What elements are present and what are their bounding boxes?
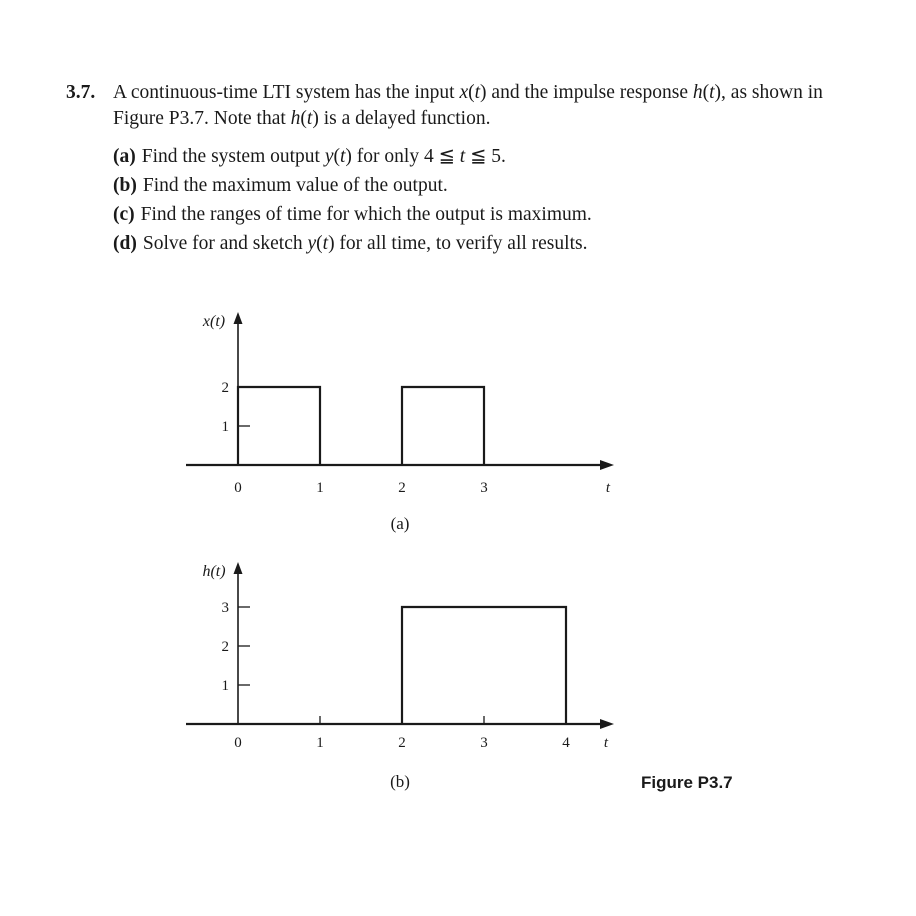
statement-text: t bbox=[306, 108, 313, 129]
x-axis-arrow-icon bbox=[600, 460, 614, 470]
part-text: ) for all time, to verify all results. bbox=[328, 233, 588, 254]
part-text: t bbox=[340, 146, 346, 167]
statement-text: t bbox=[709, 82, 715, 103]
part-text: Find the ranges of time for which the output is maximum. bbox=[140, 204, 592, 225]
y-tick-label: 2 bbox=[221, 639, 229, 655]
part-label: (c) bbox=[113, 204, 135, 225]
x-tick-label: 1 bbox=[316, 480, 324, 496]
part-text: ( bbox=[333, 146, 340, 167]
y-tick-label: 1 bbox=[221, 419, 229, 435]
statement-text: A continuous-time LTI system has the input bbox=[113, 82, 460, 103]
statement-text: t bbox=[474, 82, 481, 103]
x-tick-label: 2 bbox=[398, 480, 406, 496]
x-tick-label: 0 bbox=[234, 480, 242, 496]
part-text: ( bbox=[316, 233, 323, 254]
statement-text: ), as shown in Figure P3.7. Note that bbox=[113, 82, 823, 129]
statement-text: ) and the impulse response bbox=[480, 82, 693, 103]
y-tick-label: 3 bbox=[221, 600, 229, 616]
x-tick-label: 4 bbox=[562, 735, 570, 751]
part-text: t bbox=[322, 233, 329, 254]
statement-text: h bbox=[290, 108, 301, 129]
x-tick-label: 3 bbox=[480, 735, 488, 751]
pulse-segment bbox=[238, 387, 320, 465]
x-tick-label: 1 bbox=[316, 735, 324, 751]
part-text: t bbox=[459, 146, 466, 167]
part-label: (b) bbox=[113, 175, 137, 196]
part-label: (d) bbox=[113, 233, 137, 254]
statement-text: x bbox=[459, 82, 469, 103]
y-tick-label: 2 bbox=[221, 380, 229, 396]
x-axis-arrow-icon bbox=[600, 719, 614, 729]
part-text: Solve for and sketch bbox=[142, 233, 308, 254]
statement-text: ) is a delayed function. bbox=[312, 108, 491, 129]
x-tick-label: 3 bbox=[480, 480, 488, 496]
part-label: (a) bbox=[113, 146, 136, 167]
part-text: ) for only 4 ≦ bbox=[345, 146, 460, 167]
statement-text: h bbox=[692, 82, 703, 103]
x-axis-label: t bbox=[603, 735, 609, 751]
subfigure-caption: (a) bbox=[390, 514, 410, 533]
statement-text: ( bbox=[300, 108, 307, 129]
figure-label: Figure P3.7 bbox=[641, 773, 733, 792]
pulse-segment bbox=[402, 387, 484, 465]
part-text: Find the maximum value of the output. bbox=[142, 175, 448, 196]
y-axis-label: h(t) bbox=[202, 563, 226, 580]
part-text: y bbox=[307, 233, 317, 254]
part-text: ≦ 5. bbox=[465, 146, 506, 167]
statement-text: ( bbox=[702, 82, 710, 103]
problem-number: 3.7. bbox=[66, 82, 96, 103]
y-axis-arrow-icon bbox=[234, 562, 243, 574]
part-text: Find the system output bbox=[141, 146, 325, 167]
y-axis-arrow-icon bbox=[234, 312, 243, 324]
x-axis-label: t bbox=[605, 480, 611, 496]
pulse-segment bbox=[402, 607, 566, 724]
part-text: y bbox=[324, 146, 334, 167]
y-tick-label: 1 bbox=[221, 678, 229, 694]
x-tick-label: 0 bbox=[234, 735, 242, 751]
statement-text: ( bbox=[468, 82, 475, 103]
y-axis-label: x(t) bbox=[202, 313, 226, 330]
x-tick-label: 2 bbox=[398, 735, 406, 751]
subfigure-caption: (b) bbox=[390, 772, 410, 791]
